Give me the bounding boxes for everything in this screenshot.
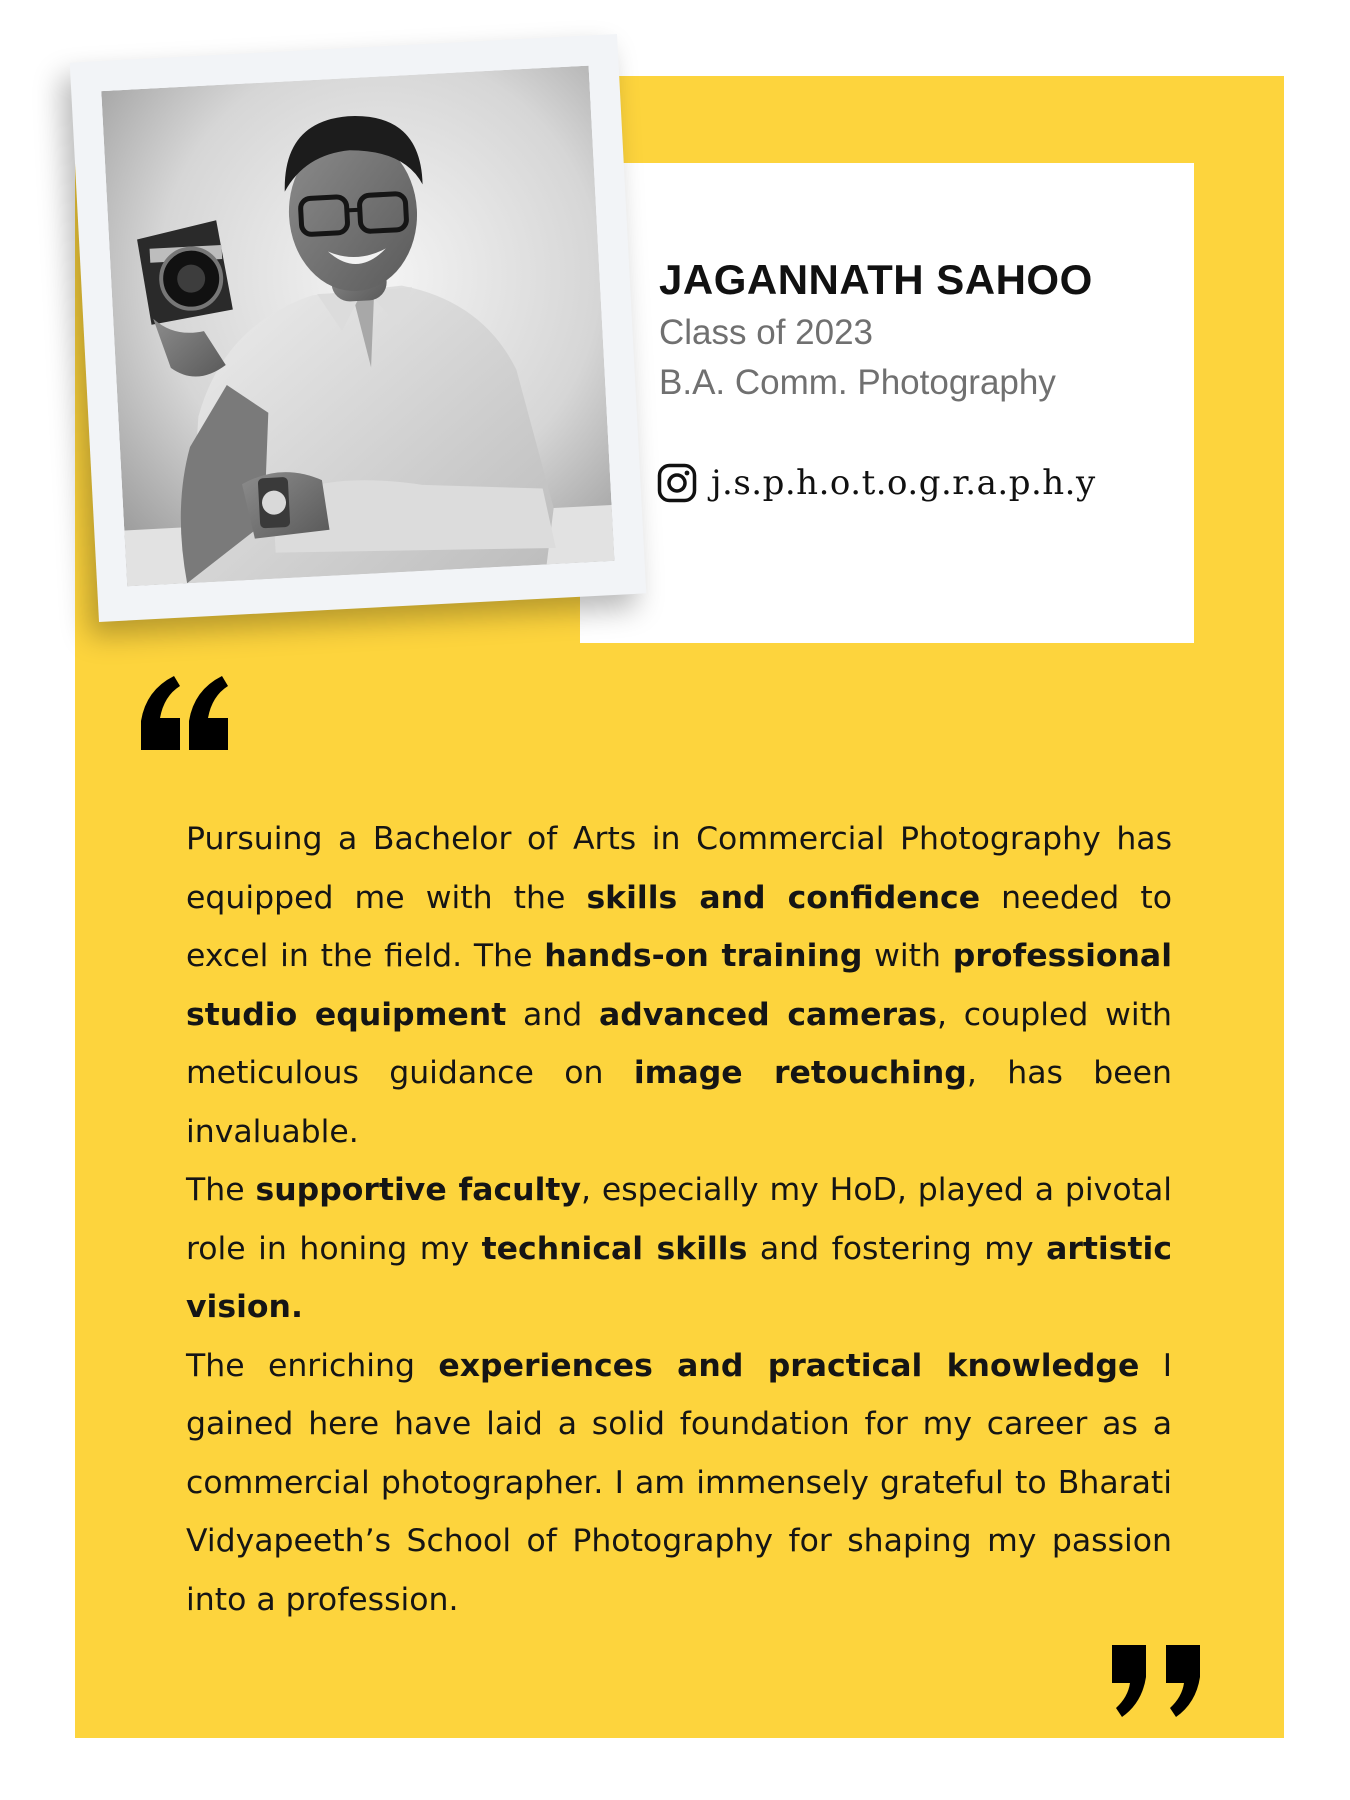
portrait-photo — [101, 66, 614, 587]
highlight-text: hands-on training — [544, 938, 863, 974]
text-segment: The — [186, 1172, 256, 1208]
text-segment: The enriching — [186, 1347, 439, 1384]
text-segment: , has been invaluable. — [186, 1055, 1172, 1150]
glasses-bridge — [347, 210, 360, 211]
text-segment: Pursuing a Bachelor of Arts in Commercial Photography has equipped me with the — [186, 821, 1172, 916]
text-segment: with — [862, 938, 953, 974]
text-segment: and fostering my — [747, 1230, 1047, 1267]
open-quote-icon — [136, 676, 236, 750]
close-quote-icon — [1108, 1645, 1208, 1719]
testimonial-paragraph-2 — [186, 1161, 1172, 1337]
text-segment: , coupled with meticulous guidance on — [186, 996, 1173, 1091]
profile-card — [580, 163, 1194, 643]
highlight-text: professional studio equipment — [186, 938, 1172, 1033]
highlight-text: artistic vision. — [186, 1230, 1173, 1325]
text-segment: , especially my HoD, played a pivotal role in honing my — [186, 1172, 1172, 1267]
highlight-text: experiences and practical knowledge — [438, 1347, 1140, 1384]
instagram-icon — [657, 463, 697, 503]
instagram-link[interactable] — [657, 463, 1096, 503]
highlight-text: supportive faculty — [255, 1172, 581, 1208]
text-segment: needed to excel in the field. The — [186, 879, 1172, 974]
polaroid-frame — [70, 34, 647, 622]
student-name: JAGANNATH SAHOO — [659, 256, 1093, 303]
degree: B.A. Comm. Photography — [659, 363, 1056, 402]
highlight-text: technical skills — [481, 1230, 748, 1267]
testimonial-paragraph-3 — [186, 1337, 1172, 1630]
portrait-illustration — [101, 66, 614, 587]
testimonial-paragraph-1 — [186, 810, 1172, 1161]
testimonial-text — [186, 810, 1172, 1629]
text-segment: I gained here have laid a solid foundation for my career as a commercial photographer. I am immensely grateful to Bharati Vidyapeeth’s School of Photography for shaping my passion into a profession. — [186, 1347, 1172, 1618]
instagram-handle[interactable]: j.s.p.h.o.t.o.g.r.a.p.h.y — [711, 463, 1096, 503]
text-segment: and — [506, 996, 600, 1033]
highlight-text: image retouching — [633, 1055, 967, 1091]
class-year: Class of 2023 — [659, 313, 874, 352]
highlight-text: advanced cameras — [599, 996, 937, 1033]
highlight-text: skills and confidence — [586, 879, 981, 916]
